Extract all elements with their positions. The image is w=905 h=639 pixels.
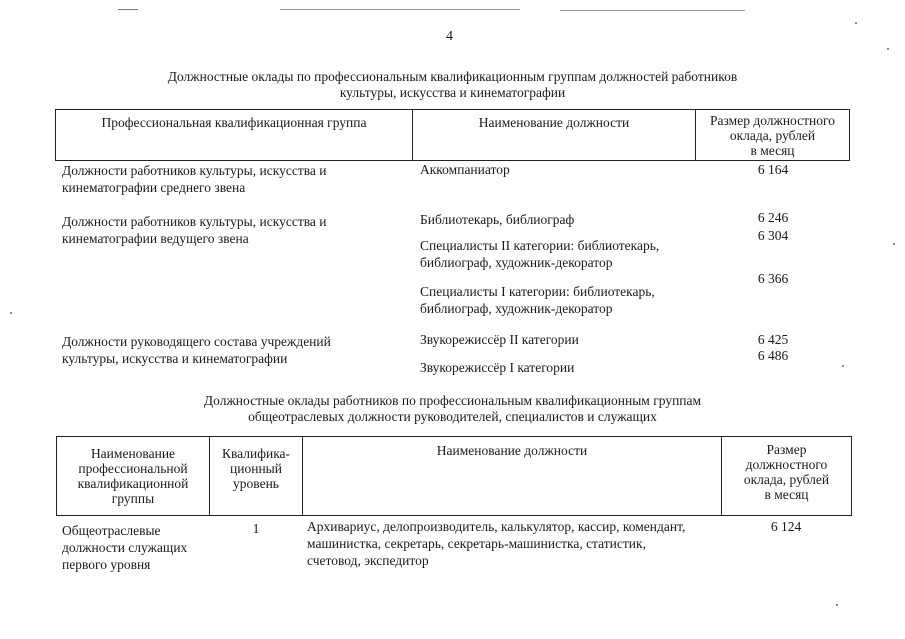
section1-title [0, 69, 905, 101]
table2-header-group-line1: Наименование [90, 446, 176, 461]
table1-header-position-label: Наименование должности [478, 115, 630, 130]
table1-row2-group [62, 213, 327, 247]
table1-header-group-label: Профессиональная квалификационная группа [101, 115, 367, 130]
scan-artifact-line [118, 9, 138, 10]
table1-row2-position2-line2: библиограф, художник-декоратор [420, 255, 613, 270]
table1-header-salary-line1: Размер должностного [710, 113, 835, 128]
table1-row2-position3-line2: библиограф, художник-декоратор [420, 301, 613, 316]
table2-header-group-line3: квалификационной [77, 476, 189, 491]
table2-header-salary-line2: должностного [745, 457, 828, 472]
scan-artifact-dot [10, 312, 12, 314]
table1-row1-salary1: 6 164 [757, 162, 789, 177]
section2-title [0, 393, 905, 425]
section2-title-line2: общеотраслевых должности руководителей, специалистов и служащих [248, 409, 657, 424]
scan-artifact-dot [836, 604, 838, 606]
section1-title-line1: Должностные оклады по профессиональным квалификационным группам должностей работников [167, 69, 738, 84]
table1-row2-position2 [420, 237, 659, 271]
table1-row3-group-line1: Должности руководящего состава учреждений [62, 334, 331, 349]
table2-header-level-line2: ционный [230, 461, 282, 476]
table1-header-salary [695, 109, 850, 161]
table1-row1-position1: Аккомпаниатор [420, 162, 510, 177]
table2-header-group-line2: профессиональной [78, 461, 188, 476]
scan-artifact-line [560, 10, 745, 11]
table1-row2-salary3: 6 366 [757, 271, 789, 286]
table2-header-salary-line4: в месяц [764, 487, 809, 502]
table1-header-salary-line3: в месяц [750, 143, 795, 158]
table2-header-level [209, 436, 303, 516]
table2-header-salary-line1: Размер [766, 442, 807, 457]
table2-row1-level: 1 [252, 521, 260, 536]
table2-row1-positions [307, 518, 685, 569]
table1-row1-group [62, 162, 327, 196]
scan-artifact-dot [893, 243, 895, 245]
table2-row1-positions-line1: Архивариус, делопроизводитель, калькулятор, кассир, комендант, [307, 519, 686, 534]
table1-row3-salary2: 6 486 [757, 348, 789, 363]
table1-row3-position1: Звукорежиссёр II категории [420, 332, 579, 347]
table2-row1-group-line1: Общеотраслевые [62, 523, 161, 538]
table1-header-group [55, 109, 413, 161]
section1-title-line2: культуры, искусства и кинематографии [339, 85, 566, 100]
table2-row1-group-line2: должности служащих [62, 540, 188, 555]
table1-row3-group-line2: культуры, искусства и кинематографии [62, 351, 288, 366]
table2-row1-salary: 6 124 [770, 519, 802, 534]
table2-header-level-line1: Квалифика- [221, 446, 291, 461]
table1-row2-position2-line1: Специалисты II категории: библиотекарь, [420, 238, 660, 253]
scan-artifact-dot [842, 365, 844, 367]
section2-title-line1: Должностные оклады работников по профессиональным квалификационным группам [203, 393, 702, 408]
table2-header-level-line3: уровень [233, 476, 279, 491]
table1-header-salary-line2: оклада, рублей [729, 128, 816, 143]
table2-header-position [302, 436, 722, 516]
table1-row1-group-line1: Должности работников культуры, искусства и [62, 163, 327, 178]
table1-row3-group [62, 333, 331, 367]
table1-row2-salary1: 6 246 [757, 210, 789, 225]
table1-header-position [412, 109, 696, 161]
table2-header-group [56, 436, 210, 516]
page-number: 4 [446, 29, 453, 44]
table2-row1-group-line3: первого уровня [62, 557, 151, 572]
table2-row1-positions-line2: машинистка, секретарь, секретарь-машинистка, статистик, [307, 536, 646, 551]
table2-header-salary-line3: оклада, рублей [743, 472, 830, 487]
table1-row3-position2: Звукорежиссёр I категории [420, 360, 575, 375]
scan-artifact-dot [855, 22, 857, 24]
table1-row2-group-line1: Должности работников культуры, искусства и [62, 214, 327, 229]
table1-row2-position1: Библиотекарь, библиограф [420, 212, 575, 227]
table1-row2-position3-line1: Специалисты I категории: библиотекарь, [420, 284, 655, 299]
table2-row1-group [62, 522, 187, 573]
scan-artifact-line [280, 9, 520, 10]
table2-header-group-line4: группы [111, 491, 155, 506]
scan-artifact-dot [887, 48, 889, 50]
table2-header-position-label: Наименование должности [436, 443, 588, 458]
table2-header-salary [721, 436, 852, 516]
table1-row3-salary1: 6 425 [757, 332, 789, 347]
table1-row2-group-line2: кинематографии ведущего звена [62, 231, 249, 246]
table1-row2-position3 [420, 283, 655, 317]
table1-row2-salary2: 6 304 [757, 228, 789, 243]
table1-row1-group-line2: кинематографии среднего звена [62, 180, 246, 195]
table2-row1-positions-line3: счетовод, экспедитор [307, 553, 429, 568]
